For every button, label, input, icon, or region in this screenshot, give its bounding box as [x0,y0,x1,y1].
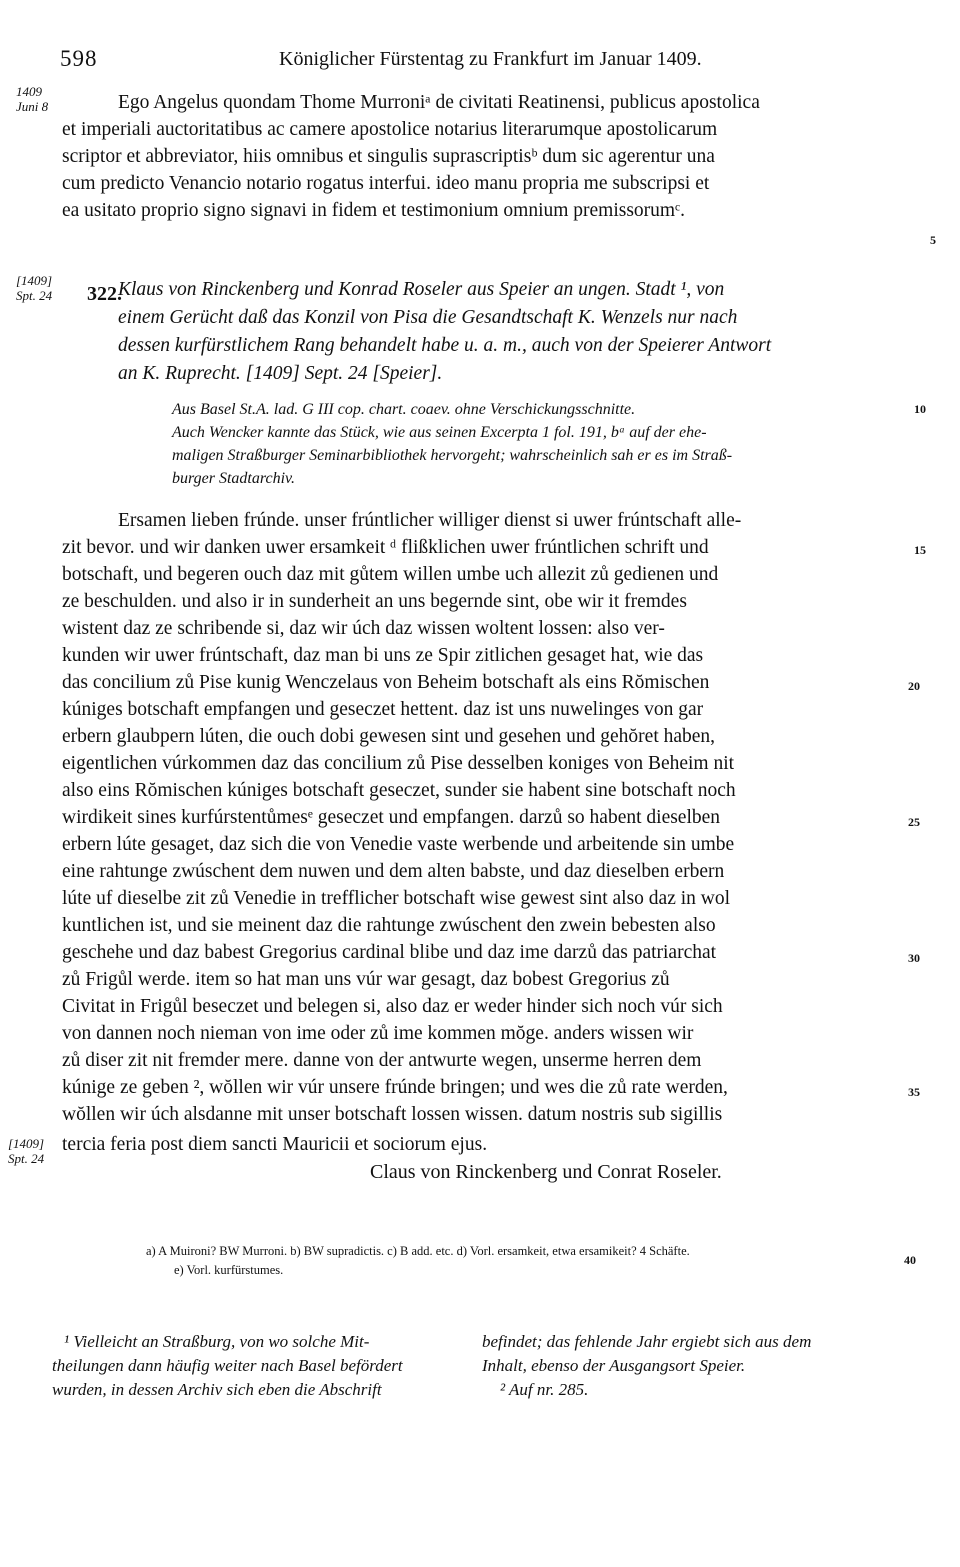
line-number: 20 [908,679,920,693]
footnote-line: ¹ Vielleicht an Straßburg, von wo solche Mit- [64,1332,370,1351]
text-line: Ego Angelus quondam Thome Murroniᵃ de civitati Reatinensi, publicus apostolica [118,92,760,113]
letter-line: kúniges botschaft empfangen und geseczet hettent. daz ist uns nuwelinges von gar [62,699,704,720]
letter-line: botschaft, und begeren ouch daz mit gůtem willen umbe uch allezit zů gedienen und [62,564,719,585]
letter-line: zů diser zit nit fremder mere. danne von der antwurte wegen, unserme herren dem [62,1050,702,1071]
letter-line: ze beschulden. und also ir in sunderheit an uns begernde sint, obe wir it fremdes [62,591,687,612]
letter-line: erbern lúte gesaget, daz sich die von Venedie vaste werbende und arbeitende sin umbe [62,834,735,855]
letter-line: tercia feria post diem sancti Mauricii et sociorum ejus. [62,1134,488,1155]
margin-date: [1409] Spt. 24 [16,273,53,303]
line-number: 35 [908,1085,920,1099]
document-title-line: dessen kurfürstlichem Rang behandelt habe u. a. m., auch von der Speierer Antwort [118,335,772,356]
letter-line: von dannen noch nieman von ime oder zů ime kommen mŏge. anders wissen wir [62,1023,694,1044]
source-note-line: Auch Wencker kannte das Stück, wie aus seinen Excerpta 1 fol. 191, bᵃ auf der ehe- [172,424,707,441]
source-note-line: burger Stadtarchiv. [172,470,295,487]
document-title-line: Klaus von Rinckenberg und Konrad Roseler aus Speier an ungen. Stadt ¹, von [118,279,725,300]
letter-line: wistent daz ze schribende si, daz wir úch daz wissen woltent lossen: also ver- [62,618,665,639]
letter-line: eigentlichen vúrkommen daz das concilium zů Pise desselben koniges von Beheim nit [62,753,735,774]
letter-line: Civitat in Frigůl beseczet und belegen si, also daz er weder hinder sich noch vúr sich [62,996,723,1017]
line-number: 30 [908,951,920,965]
line-number: 15 [914,543,926,557]
page-number: 598 [60,46,98,71]
margin-date: [1409] Spt. 24 [8,1136,45,1166]
footnote-line: befindet; das fehlende Jahr ergiebt sich aus dem [482,1332,812,1351]
text-line: cum predicto Venancio notario rogatus interfui. ideo manu propria me subscripsi et [62,173,710,194]
apparatus-line: a) A Muironi? BW Murroni. b) BW supradictis. c) B add. etc. d) Vorl. ersamkeit, etwa ersamikeit? 4 Schäfte. [146,1244,690,1258]
source-note-line: Aus Basel St.A. lad. G III cop. chart. coaev. ohne Verschickungsschnitte. [172,401,636,418]
line-number: 5 [930,233,936,247]
letter-line: Ersamen lieben frúnde. unser frúntlicher williger dienst si uwer frúntschaft alle- [118,510,742,531]
text-line: scriptor et abbreviator, hiis omnibus et singulis suprascriptisᵇ dum sic agerentur una [62,146,715,167]
text-line: et imperiali auctoritatibus ac camere apostolice notarius literarumque apostolicarum [62,119,718,140]
letter-line: lúte uf dieselbe zit zů Venedie in trefflicher botschaft wise gewest sint also daz in wol [62,888,731,909]
document-number: 322. [87,283,122,305]
document-title-line: an K. Ruprecht. [1409] Sept. 24 [Speier]. [118,363,443,384]
letter-line: wŏllen wir úch alsdanne mit unser botschaft lossen wissen. datum nostris sub sigillis [62,1104,723,1125]
margin-date: 1409 Juni 8 [16,84,49,114]
letter-line: das concilium zů Pise kunig Wenczelaus von Beheim botschaft als eins Rŏmischen [62,672,710,693]
letter-line: eine rahtunge zwúschent dem nuwen und dem alten babste, und daz dieselben erbern [62,861,725,882]
text-line: ea usitato proprio signo signavi in fidem et testimonium omnium premissorumᶜ. [62,200,685,221]
footnote-line: theilungen dann häufig weiter nach Basel befördert [52,1356,403,1375]
letter-line: kuntlichen ist, und sie meinent daz die rahtunge zwúschent den zwein bebesten also [62,915,716,936]
footnote-line: ² Auf nr. 285. [500,1380,589,1399]
running-title: Königlicher Fürstentag zu Frankfurt im Januar 1409. [279,48,702,70]
letter-line: kúnige ze geben ², wŏllen wir vúr unsere frúnde bringen; und wes die zů rate werden, [62,1077,728,1098]
line-number: 10 [914,402,926,416]
letter-line: also eins Rŏmischen kúniges botschaft geseczet, sunder sie habent sine botschaft noch [62,780,736,801]
footnote-line: Inhalt, ebenso der Ausgangsort Speier. [482,1356,746,1375]
letter-line: zit bevor. und wir danken uwer ersamkeit ᵈ flißklichen uwer frúntlichen schrift und [62,537,709,558]
letter-line: wirdikeit sines kurfúrstentůmesᵉ geseczet und empfangen. darzů so habent dieselben [62,807,721,828]
signature: Claus von Rinckenberg und Conrat Roseler. [370,1161,722,1183]
letter-line: kunden wir uwer frúntschaft, daz man bi uns ze Spir zitlichen gesaget hat, wie das [62,645,704,666]
document-title-line: einem Gerücht daß das Konzil von Pisa die Gesandtschaft K. Wenzels nur nach [118,307,738,328]
letter-line: geschehe und daz babest Gregorius cardinal blibe und daz ime darzů das patriarchat [62,942,717,963]
footnote-line: wurden, in dessen Archiv sich eben die Abschrift [52,1380,382,1399]
apparatus-line: e) Vorl. kurfürstumes. [174,1263,284,1277]
letter-line: zů Frigůl werde. item so hat man uns vúr war gesagt, daz bobest Gregorius zů [62,969,670,990]
source-note-line: maligen Straßburger Seminarbibliothek hervorgeht; wahrscheinlich sah er es im Straß- [172,447,733,464]
line-number: 25 [908,815,920,829]
line-number: 40 [904,1253,916,1267]
letter-line: erbern glaubpern lúten, die ouch dobi gewesen sint und gesehen und gehŏret haben, [62,726,716,747]
